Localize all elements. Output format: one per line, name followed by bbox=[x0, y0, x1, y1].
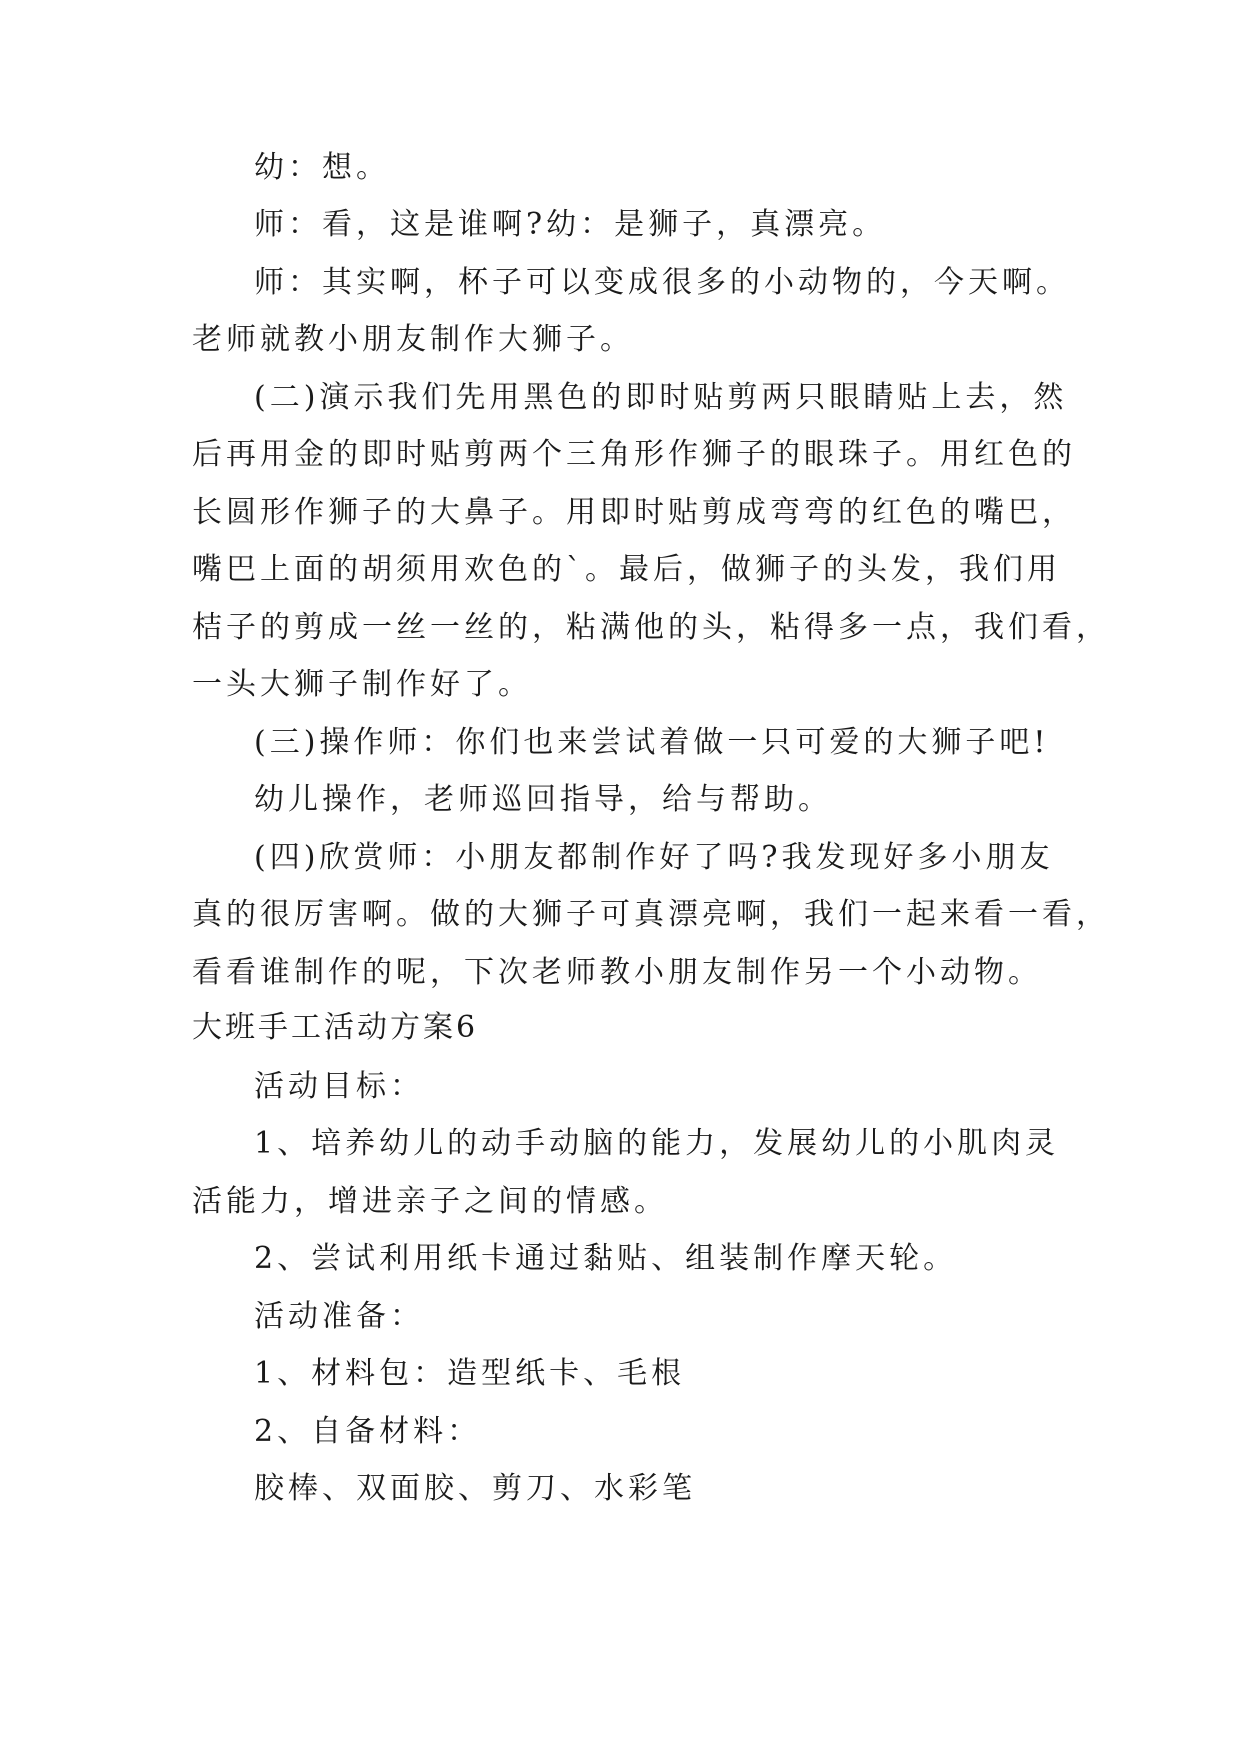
paragraph-line: 幼：想。 bbox=[254, 150, 390, 185]
paragraph-line: 师：看，这是谁啊?幼：是狮子，真漂亮。 bbox=[254, 207, 887, 242]
paragraph-line: (四)欣赏师：小朋友都制作好了吗?我发现好多小朋友 bbox=[254, 840, 1054, 875]
paragraph-line: 桔子的剪成一丝一丝的，粘满他的头，粘得多一点，我们看， bbox=[192, 610, 1110, 645]
paragraph-line: 活动目标： bbox=[254, 1069, 424, 1104]
paragraph-line: 嘴巴上面的胡须用欢色的`。最后，做狮子的头发，我们用 bbox=[192, 552, 1061, 587]
paragraph-line: 看看谁制作的呢，下次老师教小朋友制作另一个小动物。 bbox=[192, 955, 1042, 990]
paragraph-line: 2、自备材料： bbox=[254, 1414, 482, 1449]
paragraph-line: 2、尝试利用纸卡通过黏贴、组装制作摩天轮。 bbox=[254, 1241, 958, 1276]
paragraph-line: 幼儿操作，老师巡回指导，给与帮助。 bbox=[254, 782, 832, 817]
section-heading: 大班手工活动方案6 bbox=[192, 1010, 479, 1045]
paragraph-line: 活能力，增进亲子之间的情感。 bbox=[192, 1184, 668, 1219]
paragraph-line: 1、材料包：造型纸卡、毛根 bbox=[254, 1356, 686, 1391]
paragraph-line: 1、培养幼儿的动手动脑的能力，发展幼儿的小肌肉灵 bbox=[254, 1126, 1060, 1161]
paragraph-line: (三)操作师：你们也来尝试着做一只可爱的大狮子吧! bbox=[254, 725, 1050, 760]
paragraph-line: 师：其实啊，杯子可以变成很多的小动物的，今天啊。 bbox=[254, 265, 1070, 300]
paragraph-line: 真的很厉害啊。做的大狮子可真漂亮啊，我们一起来看一看， bbox=[192, 897, 1110, 932]
paragraph-line: 活动准备： bbox=[254, 1299, 424, 1334]
paragraph-line: (二)演示我们先用黑色的即时贴剪两只眼睛贴上去，然 bbox=[254, 380, 1068, 415]
paragraph-line: 后再用金的即时贴剪两个三角形作狮子的眼珠子。用红色的 bbox=[192, 437, 1076, 472]
paragraph-line: 长圆形作狮子的大鼻子。用即时贴剪成弯弯的红色的嘴巴， bbox=[192, 495, 1076, 530]
paragraph-line: 老师就教小朋友制作大狮子。 bbox=[192, 322, 634, 357]
paragraph-line: 一头大狮子制作好了。 bbox=[192, 667, 532, 702]
paragraph-line: 胶棒、双面胶、剪刀、水彩笔 bbox=[254, 1471, 696, 1506]
